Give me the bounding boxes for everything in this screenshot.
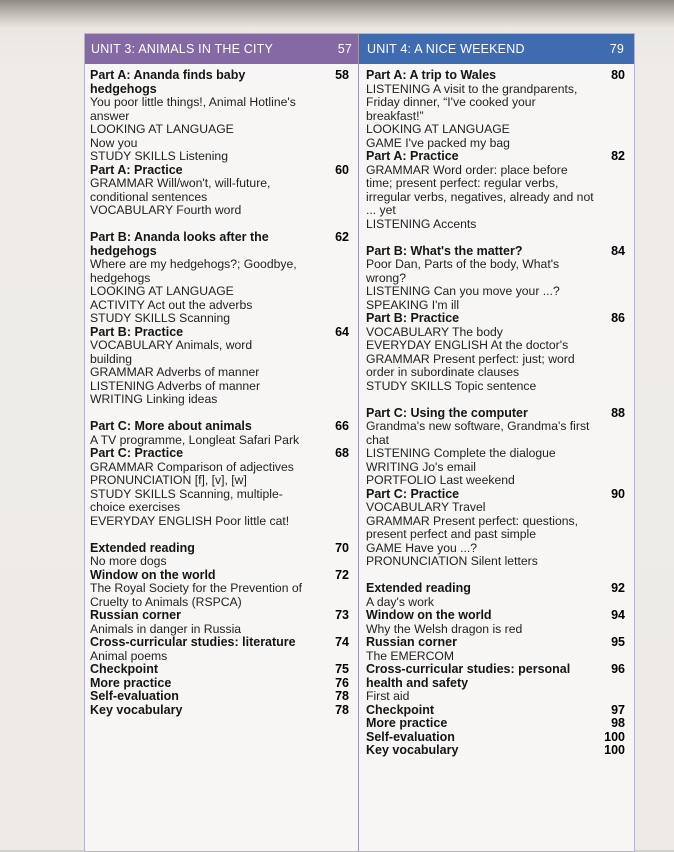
- unit3-partB-practice-line: LISTENING Adverbs of manner: [90, 378, 261, 393]
- unit3-russian-title: Russian corner: [90, 608, 182, 622]
- unit4-partB-practice-line: GRAMMAR Present perfect: just; word order in subordinate clauses: [366, 351, 575, 379]
- unit4-partA-line: LISTENING A visit to the grandparents, Friday dinner, “I've cooked your breakfast!”: [366, 81, 578, 123]
- unit3-key-vocabulary-entry: [90, 704, 349, 718]
- unit3-more-practice-page: 76: [335, 675, 349, 690]
- unit4-partC-practice-line: GRAMMAR Present perfect: questions, present perfect and past simple: [366, 513, 579, 541]
- unit4-window-page: 94: [611, 608, 625, 622]
- unit3-partC-practice-line: PRONUNCIATION [f], [v], [w]: [90, 473, 247, 487]
- unit3-header: [85, 34, 358, 64]
- unit3-self-evaluation-title: Self-evaluation: [90, 689, 179, 703]
- unit3-russian-line: Animals in danger in Russia: [90, 621, 242, 636]
- unit3-partA-practice-entry: [90, 164, 349, 178]
- unit4-partA-practice-line: GRAMMAR Word order: place before time; present perfect: regular verbs, irregular verbs, negatives, already and not ... yet: [366, 162, 594, 217]
- unit4-partC-practice-line: GAME Have you ...?: [366, 540, 478, 555]
- unit3-partC-practice-entry: [90, 447, 349, 461]
- unit3-key-vocabulary-title: Key vocabulary: [90, 702, 183, 717]
- unit3-partB-practice-line: VOCABULARY Animals, word building: [90, 338, 253, 366]
- unit3-partA-practice-title: Part A: Practice: [90, 162, 183, 177]
- unit3-partB-practice-page: 64: [335, 324, 349, 339]
- unit4-more-practice-page: 98: [611, 716, 625, 730]
- unit3-partB-page: 62: [335, 230, 349, 244]
- unit4-partB-line: SPEAKING I'm ill: [366, 297, 460, 312]
- unit4-extended-reading-page: 92: [611, 581, 625, 595]
- unit3-partC-entry: [90, 420, 349, 434]
- unit3-cross-page: 74: [335, 635, 349, 649]
- unit4-partC-entry: [366, 407, 625, 421]
- unit3-window-page: 72: [335, 567, 349, 582]
- unit3-partA-line: LOOKING AT LANGUAGE: [90, 122, 234, 136]
- unit3-window-line: The Royal Society for the Prevention of Cruelty to Animals (RSPCA): [90, 581, 303, 609]
- unit3-extended-reading-entry: [90, 542, 349, 556]
- unit3-column: [85, 34, 359, 851]
- unit3-partB-practice-title: Part B: Practice: [90, 324, 184, 339]
- unit4-partC-practice-entry: [366, 488, 625, 502]
- unit3-partA-entry: [90, 69, 349, 96]
- unit4-column: [359, 34, 634, 851]
- unit3-self-evaluation-entry: [90, 690, 349, 704]
- unit4-more-practice-title: More practice: [366, 716, 448, 730]
- unit3-window-title: Window on the world: [90, 567, 216, 582]
- unit4-partA-line: LOOKING AT LANGUAGE: [366, 122, 510, 136]
- unit3-partC-practice-line: EVERYDAY ENGLISH Poor little cat!: [90, 513, 290, 528]
- unit3-cross-title: Cross-curricular studies: literature: [90, 635, 296, 649]
- unit3-partB-entry: [90, 231, 349, 258]
- unit4-partB-practice-title: Part B: Practice: [366, 311, 460, 325]
- unit3-partC-practice-title: Part C: Practice: [90, 446, 184, 460]
- page-top-shadow: [0, 0, 674, 28]
- unit3-more-practice-entry: [90, 677, 349, 691]
- unit3-checkpoint-title: Checkpoint: [90, 662, 159, 676]
- unit4-checkpoint-page: 97: [611, 702, 625, 717]
- unit4-russian-entry: [366, 636, 625, 650]
- unit4-partC-line: Grandma's new software, Grandma's first chat: [366, 419, 590, 447]
- unit4-window-line: Why the Welsh dragon is red: [366, 621, 523, 636]
- unit4-partA-practice-page: 82: [611, 149, 625, 163]
- unit4-partC-practice-line: VOCABULARY Travel: [366, 500, 486, 514]
- unit3-partB-line: LOOKING AT LANGUAGE: [90, 284, 234, 298]
- unit3-partA-line: Now you: [90, 135, 138, 150]
- unit4-russian-title: Russian corner: [366, 635, 458, 649]
- unit3-partA-page: 58: [335, 68, 349, 82]
- unit3-header-page: 57: [337, 42, 352, 56]
- unit3-partC-line: A TV programme, Longleat Safari Park: [90, 432, 300, 447]
- unit4-header-page: 79: [609, 42, 624, 56]
- unit3-partB-line: Where are my hedgehogs?; Goodbye, hedgehogs: [90, 257, 297, 285]
- unit4-cross-page: 96: [611, 662, 625, 676]
- unit3-extended-reading-line: No more dogs: [90, 554, 167, 568]
- unit4-extended-reading-entry: [366, 582, 625, 596]
- unit4-key-vocabulary-entry: [366, 744, 625, 758]
- unit4-partC-line: PORTFOLIO Last weekend: [366, 473, 515, 487]
- unit4-partC-practice-title: Part C: Practice: [366, 486, 460, 501]
- unit3-partC-practice-line: GRAMMAR Comparison of adjectives: [90, 459, 294, 474]
- unit3-partA-title: Part A: Ananda finds baby hedgehogs: [90, 68, 246, 96]
- unit3-partA-practice-line: GRAMMAR Will/won't, will-future, conditional sentences: [90, 176, 271, 204]
- unit3-russian-page: 73: [335, 608, 349, 622]
- unit3-checkpoint-page: 75: [335, 662, 349, 676]
- unit4-header-title: UNIT 4: A NICE WEEKEND: [367, 42, 525, 56]
- unit4-partA-title: Part A: A trip to Wales: [366, 68, 497, 82]
- unit3-extended-reading-page: 70: [335, 540, 349, 555]
- unit3-partA-line: You poor little things!, Animal Hotline's answer: [90, 95, 296, 123]
- unit4-partB-practice-page: 86: [611, 311, 625, 325]
- unit3-partA-practice-line: VOCABULARY Fourth word: [90, 203, 242, 217]
- unit3-partA-practice-page: 60: [335, 162, 349, 177]
- unit4-header: [359, 34, 634, 64]
- unit4-partA-line: GAME I've packed my bag: [366, 135, 510, 150]
- unit3-window-entry: [90, 569, 349, 583]
- unit3-partC-title: Part C: More about animals: [90, 419, 252, 433]
- unit4-partB-line: Poor Dan, Parts of the body, What's wrong?: [366, 257, 560, 285]
- unit4-russian-page: 95: [611, 635, 625, 649]
- unit4-window-entry: [366, 609, 625, 623]
- unit4-cross-entry: [366, 663, 625, 690]
- unit4-partC-line: LISTENING Complete the dialogue: [366, 446, 556, 460]
- unit4-self-evaluation-page: 100: [604, 729, 625, 744]
- unit3-partC-practice-line: STUDY SKILLS Scanning, multiple-choice exercises: [90, 486, 283, 514]
- unit4-partC-title: Part C: Using the computer: [366, 405, 528, 420]
- unit3-partB-title: Part B: Ananda looks after the hedgehogs: [90, 230, 269, 258]
- unit4-partB-practice-entry: [366, 312, 625, 326]
- unit4-extended-reading-title: Extended reading: [366, 581, 471, 595]
- unit4-partB-title: Part B: What's the matter?: [366, 243, 523, 258]
- unit3-more-practice-title: More practice: [90, 675, 172, 690]
- unit4-partB-practice-line: EVERYDAY ENGLISH At the doctor's: [366, 338, 569, 352]
- unit4-russian-line: The EMERCOM: [366, 648, 455, 663]
- unit3-partB-line: STUDY SKILLS Scanning: [90, 311, 231, 325]
- unit3-cross-line: Animal poems: [90, 648, 168, 663]
- unit4-key-vocabulary-page: 100: [604, 743, 625, 757]
- unit4-self-evaluation-entry: [366, 731, 625, 745]
- unit4-cross-title: Cross-curricular studies: personal health and safety: [366, 662, 571, 690]
- unit4-self-evaluation-title: Self-evaluation: [366, 729, 455, 744]
- unit4-checkpoint-title: Checkpoint: [366, 702, 435, 717]
- unit3-partC-practice-page: 68: [335, 446, 349, 460]
- unit3-partA-line: STUDY SKILLS Listening: [90, 149, 228, 163]
- unit4-extended-reading-line: A day's work: [366, 594, 435, 609]
- unit3-self-evaluation-page: 78: [335, 689, 349, 703]
- unit3-russian-entry: [90, 609, 349, 623]
- unit3-partB-practice-line: WRITING Linking ideas: [90, 392, 218, 406]
- unit3-checkpoint-entry: [90, 663, 349, 677]
- unit4-partB-line: LISTENING Can you move your ...?: [366, 284, 560, 298]
- unit4-partA-entry: [366, 69, 625, 83]
- unit4-partB-entry: [366, 245, 625, 259]
- unit4-partA-practice-entry: [366, 150, 625, 164]
- unit4-cross-line: First aid: [366, 689, 410, 703]
- unit3-body: [85, 64, 358, 717]
- unit4-partC-page: 88: [611, 405, 625, 420]
- unit4-partB-page: 84: [611, 243, 625, 258]
- unit4-partA-practice-title: Part A: Practice: [366, 149, 459, 163]
- unit3-key-vocabulary-page: 78: [335, 702, 349, 717]
- unit4-window-title: Window on the world: [366, 608, 492, 622]
- unit4-body: [359, 64, 634, 758]
- unit3-cross-entry: [90, 636, 349, 650]
- unit4-partC-practice-page: 90: [611, 486, 625, 501]
- unit4-partC-line: WRITING Jo's email: [366, 459, 476, 474]
- unit3-partB-practice-line: GRAMMAR Adverbs of manner: [90, 365, 260, 379]
- unit4-partC-practice-line: PRONUNCIATION Silent letters: [366, 554, 538, 568]
- unit3-partC-page: 66: [335, 419, 349, 433]
- unit4-partB-practice-line: VOCABULARY The body: [366, 324, 503, 339]
- unit4-checkpoint-entry: [366, 704, 625, 718]
- unit4-partB-practice-line: STUDY SKILLS Topic sentence: [366, 378, 537, 393]
- unit4-partA-page: 80: [611, 68, 625, 82]
- unit3-partB-practice-entry: [90, 326, 349, 340]
- unit4-key-vocabulary-title: Key vocabulary: [366, 743, 459, 757]
- contents-table: [84, 33, 635, 852]
- unit4-partA-practice-line: LISTENING Accents: [366, 216, 477, 231]
- unit3-partB-line: ACTIVITY Act out the adverbs: [90, 297, 253, 312]
- unit3-header-title: UNIT 3: ANIMALS IN THE CITY: [91, 42, 274, 56]
- unit3-extended-reading-title: Extended reading: [90, 540, 195, 555]
- unit4-more-practice-entry: [366, 717, 625, 731]
